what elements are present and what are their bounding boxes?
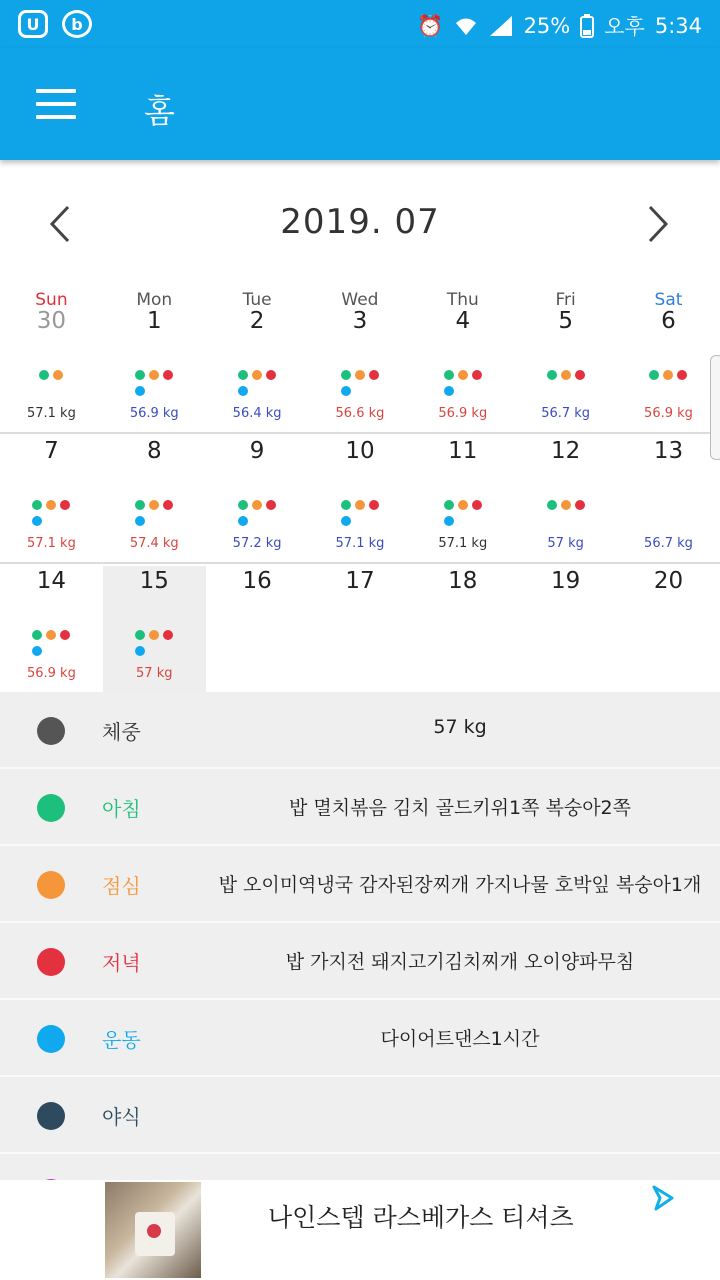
month-label: 2019. 07 <box>280 202 440 242</box>
signal-icon <box>488 14 514 38</box>
month-navigation <box>0 190 720 260</box>
day-number: 16 <box>242 568 272 594</box>
calendar-day[interactable] <box>0 566 103 694</box>
detail-row-snack[interactable] <box>0 1077 720 1154</box>
calendar-day[interactable] <box>309 566 412 694</box>
day-number: 2 <box>249 308 265 334</box>
wifi-icon <box>454 15 478 37</box>
adchoices-icon[interactable] <box>648 1184 676 1212</box>
calendar-day[interactable] <box>411 306 514 434</box>
calendar-day[interactable] <box>309 436 412 564</box>
detail-label: 체중 <box>102 720 141 744</box>
day-weight: 57.1 kg <box>438 536 488 551</box>
day-weight: 56.7 kg <box>541 406 591 421</box>
calendar-day[interactable] <box>617 306 720 434</box>
battery-percent: 25% <box>523 14 571 38</box>
app-notification-icon: U <box>18 10 48 38</box>
day-number: 11 <box>448 438 478 464</box>
band-notification-icon: b <box>62 10 92 38</box>
calendar-day[interactable] <box>206 566 309 694</box>
day-weight: 57.4 kg <box>129 536 179 551</box>
day-number: 9 <box>249 438 265 464</box>
weekday-sat: Sat <box>654 290 683 310</box>
day-number: 15 <box>139 568 169 594</box>
calendar-day[interactable] <box>206 436 309 564</box>
day-number: 4 <box>455 308 471 334</box>
exercise-dot-icon <box>37 1025 65 1053</box>
day-weight: 57.2 kg <box>232 536 282 551</box>
day-number: 17 <box>345 568 375 594</box>
detail-label: 아침 <box>102 797 141 821</box>
snack-dot-icon <box>37 1102 65 1130</box>
detail-value: 57 kg <box>433 716 487 738</box>
day-weight: 56.9 kg <box>644 406 693 421</box>
detail-label: 운동 <box>102 1028 141 1052</box>
day-number: 3 <box>352 308 368 334</box>
day-weight: 56.9 kg <box>438 406 488 421</box>
calendar-day[interactable] <box>514 306 617 434</box>
clock-ampm: 오후 <box>604 15 645 39</box>
chevron-right-icon[interactable] <box>638 198 678 250</box>
weekday-tue: Tue <box>242 290 272 310</box>
dinner-dot-icon <box>37 948 65 976</box>
ad-product-image[interactable] <box>105 1182 201 1278</box>
status-bar <box>0 0 720 48</box>
day-weight: 57.1 kg <box>335 536 385 551</box>
calendar-day[interactable] <box>514 436 617 564</box>
day-number: 18 <box>448 568 478 594</box>
day-weight: 57 kg <box>547 536 584 551</box>
detail-row-extra[interactable] <box>0 1154 720 1180</box>
detail-row-weight[interactable] <box>0 692 720 769</box>
ad-title[interactable]: 나인스텝 라스베가스 티셔츠 <box>268 1203 574 1232</box>
battery-icon <box>580 14 594 38</box>
day-number: 6 <box>661 308 676 334</box>
calendar-week-3 <box>0 566 720 694</box>
calendar-day[interactable] <box>514 566 617 694</box>
detail-value: 다이어트댄스1시간 <box>380 1028 540 1050</box>
calendar-day[interactable] <box>411 436 514 564</box>
page-title: 홈 <box>144 92 175 130</box>
day-weight: 56.7 kg <box>644 536 693 551</box>
clock-time: 5:34 <box>654 14 702 38</box>
day-number: 13 <box>653 438 684 464</box>
calendar-day[interactable] <box>309 306 412 434</box>
day-number: 19 <box>551 568 581 594</box>
weekday-mon: Mon <box>136 290 173 310</box>
calendar-day[interactable] <box>617 566 720 694</box>
weight-dot-icon <box>37 717 65 745</box>
side-scroll-handle[interactable] <box>710 355 720 460</box>
detail-value: 밥 가지전 돼지고기김치찌개 오이양파무침 <box>285 951 635 973</box>
day-detail-list <box>0 692 720 1180</box>
breakfast-dot-icon <box>37 794 65 822</box>
detail-label: 저녁 <box>102 951 141 975</box>
detail-value: 밥 멸치볶음 김치 골드키위1쪽 복숭아2쪽 <box>289 797 631 819</box>
day-number: 20 <box>653 568 684 594</box>
detail-row-exercise[interactable] <box>0 1000 720 1077</box>
weekday-sun: Sun <box>35 290 68 310</box>
day-weight: 56.6 kg <box>335 406 385 421</box>
weekday-thu: Thu <box>446 290 479 310</box>
detail-row-breakfast[interactable] <box>0 769 720 846</box>
calendar-day[interactable] <box>103 306 206 434</box>
calendar-day[interactable] <box>103 436 206 564</box>
day-weight: 56.4 kg <box>232 406 282 421</box>
day-number: 30 <box>36 308 67 334</box>
day-number: 14 <box>36 568 67 594</box>
weekday-wed: Wed <box>341 290 379 310</box>
calendar-day-selected[interactable] <box>103 566 206 694</box>
lunch-dot-icon <box>37 871 65 899</box>
day-weight: 56.9 kg <box>129 406 179 421</box>
day-number: 7 <box>44 438 59 464</box>
day-number: 5 <box>558 308 573 334</box>
day-weight: 56.9 kg <box>26 666 76 681</box>
day-number: 8 <box>146 438 162 464</box>
day-weight: 57.1 kg <box>26 536 76 551</box>
weekday-fri: Fri <box>555 290 576 310</box>
detail-label: 점심 <box>102 874 141 898</box>
day-number: 1 <box>146 308 162 334</box>
day-weight: 57 kg <box>136 666 173 681</box>
app-bar <box>0 48 720 160</box>
alarm-icon: ⏰ <box>417 13 444 38</box>
day-number: 10 <box>345 438 375 464</box>
calendar-day[interactable] <box>0 436 103 564</box>
calendar-week-1 <box>0 306 720 434</box>
day-number: 12 <box>551 438 581 464</box>
detail-value: 밥 오이미역냉국 감자된장찌개 가지나물 호박잎 복숭아1개 <box>218 874 702 896</box>
menu-icon[interactable] <box>36 89 76 119</box>
detail-row-dinner[interactable] <box>0 923 720 1000</box>
detail-row-lunch[interactable] <box>0 846 720 923</box>
day-weight: 57.1 kg <box>26 406 76 421</box>
calendar-day[interactable] <box>206 306 309 434</box>
calendar-day[interactable] <box>617 436 720 564</box>
calendar-day[interactable] <box>0 306 103 434</box>
calendar-week-2 <box>0 436 720 564</box>
calendar-day[interactable] <box>411 566 514 694</box>
detail-label: 야식 <box>102 1105 141 1129</box>
ad-banner[interactable] <box>0 1180 720 1280</box>
